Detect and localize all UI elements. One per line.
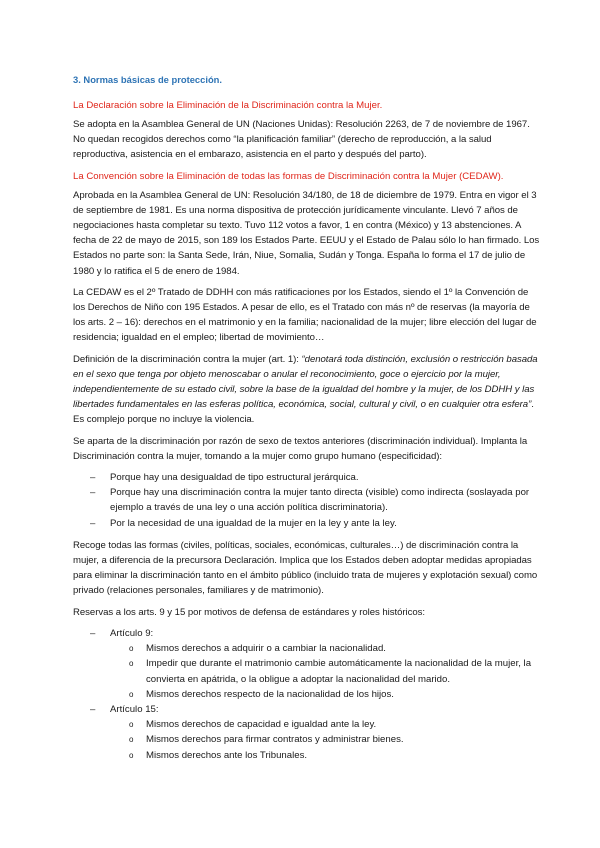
recoge-paragraph: Recoge todas las formas (civiles, políticas, sociales, económicas, culturales…) de discriminación contra la mujer, a diferencia de la precursora Declaración. Implica que los Estados deben adoptar medidas apropiadas para eliminar la discriminación tanto en el ámbito público (incluido trata de mujeres y explotación sexual) como privado (relaciones personales, familiares y de matrimonio). <box>73 539 538 597</box>
cedaw-title: La Convención sobre la Eliminación de todas las formas de Discriminación contra la Mujer (CEDAW). <box>73 170 504 182</box>
list-item: o Mismos derechos a adquirir o a cambiar la nacionalidad. <box>73 641 542 656</box>
articles-list-2 <box>73 702 542 717</box>
section-heading: 3. Normas básicas de protección. <box>73 74 223 85</box>
list-item: o Mismos derechos respecto de la nacionalidad de los hijos. <box>73 687 542 702</box>
circle-bullet: o <box>129 720 134 730</box>
dash-bullet: – <box>90 472 96 484</box>
list-item: – Porque hay una desigualdad de tipo estructural jerárquica. <box>73 470 542 485</box>
declaration-title: La Declaración sobre la Eliminación de la Discriminación contra la Mujer. <box>73 100 383 111</box>
list-item: o Mismos derechos ante los Tribunales. <box>73 748 542 763</box>
article-9-sublist <box>73 641 542 702</box>
declaration-paragraph: Se adopta en la Asamblea General de UN (Naciones Unidas): Resolución 2263, de 7 de noviembre de 1967. No quedan recogidos derechos como “la planificación familiar” (derecho de reproducción, a la salud reproductiva, asistencia en el embarazo, asistencia en el parto y después del parto). <box>73 119 530 161</box>
article-15-sublist <box>73 717 542 763</box>
list-item: – Porque hay una discriminación contra la mujer tanto directa (visible) como indirecta (soslayada por ejemplo a través de una ley o una acción política discriminatoria). <box>90 487 530 514</box>
dash-bullet: – <box>90 487 96 499</box>
list-item: – Por la necesidad de una igualdad de la mujer en la ley y ante la ley. <box>73 516 542 531</box>
list-item: o Impedir que durante el matrimonio cambie automáticamente la nacionalidad de la mujer, la convierta en apátrida, o la obligue a adoptar la nacionalidad del marido. <box>129 658 532 685</box>
circle-bullet: o <box>129 659 134 669</box>
circle-bullet: o <box>129 644 134 654</box>
list-item: o Mismos derechos de capacidad e igualdad ante la ley. <box>73 717 542 732</box>
circle-bullet: o <box>129 735 134 745</box>
cedaw-paragraph-2: La CEDAW es el 2º Tratado de DDHH con más ratificaciones por los Estados, siendo el 1º la Convención de los Derechos de Niño con 195 Estados. A pesar de ello, es el Tratado con más nº de reservas (la mayoría de los arts. 2 – 16): derechos en el matrimonio y en la familia; nacionalidad de la mujer; libre elección del lugar de residencia; igualdad en el empleo; libertad de movimiento… <box>73 286 537 344</box>
definition-end: . Es complejo porque no incluye la violencia. <box>73 399 534 426</box>
definition-paragraph <box>73 352 542 428</box>
cedaw-paragraph-1: Aprobada en la Asamblea General de UN: Resolución 34/180, de 18 de diciembre de 1979. Entra en vigor el 3 de septiembre de 1981. Es una norma dispositiva de protección jurídicamente vinculante. Llevó 7 años de negociaciones hasta completar su texto. Tuvo 112 votos a favor, 1 en contra (México) y 13 abstenciones. A fecha de 22 de mayo de 2015, son 189 los Estados Parte. EEUU y el Estado de Palau sólo lo han firmado. Los Estados no parte son: la Santa Sede, Irán, Niue, Somalia, Sudán y Tonga. España lo forma el 17 de julio de 1980 y lo ratifica el 5 de enero de 1984. <box>73 189 540 277</box>
list-item: o Mismos derechos para firmar contratos y administrar bienes. <box>73 732 542 747</box>
articles-list <box>73 626 542 641</box>
article-9-item: – Artículo 9: <box>73 626 542 641</box>
dash-bullet: – <box>90 517 96 529</box>
circle-bullet: o <box>129 689 134 699</box>
reasons-list <box>73 470 542 531</box>
definition-quote: “denotará toda distinción, exclusión o restricción basada en el sexo que tenga por objeto menoscabar o anular el reconocimiento, goce o ejercicio por la mujer, independientemente de su estado civil, sobre la base de la igualdad del hombre y la mujer, de los DDHH y las libertades fundamentales en las esferas política, económica, social, cultural y civil, o en cualquier otra esfera” <box>73 353 538 411</box>
dash-bullet: – <box>90 703 96 715</box>
circle-bullet: o <box>129 750 134 760</box>
dash-bullet: – <box>90 627 96 639</box>
reservas-paragraph: Reservas a los arts. 9 y 15 por motivos de defensa de estándares y roles históricos: <box>73 606 426 618</box>
aparta-paragraph: Se aparta de la discriminación por razón de sexo de textos anteriores (discriminación individual). Implanta la Discriminación contra la mujer, tomando a la mujer como grupo humano (especificidad): <box>73 435 528 462</box>
article-15-item: – Artículo 15: <box>73 702 542 717</box>
definition-intro: Definición de la discriminación contra la mujer (art. 1): <box>73 353 302 365</box>
